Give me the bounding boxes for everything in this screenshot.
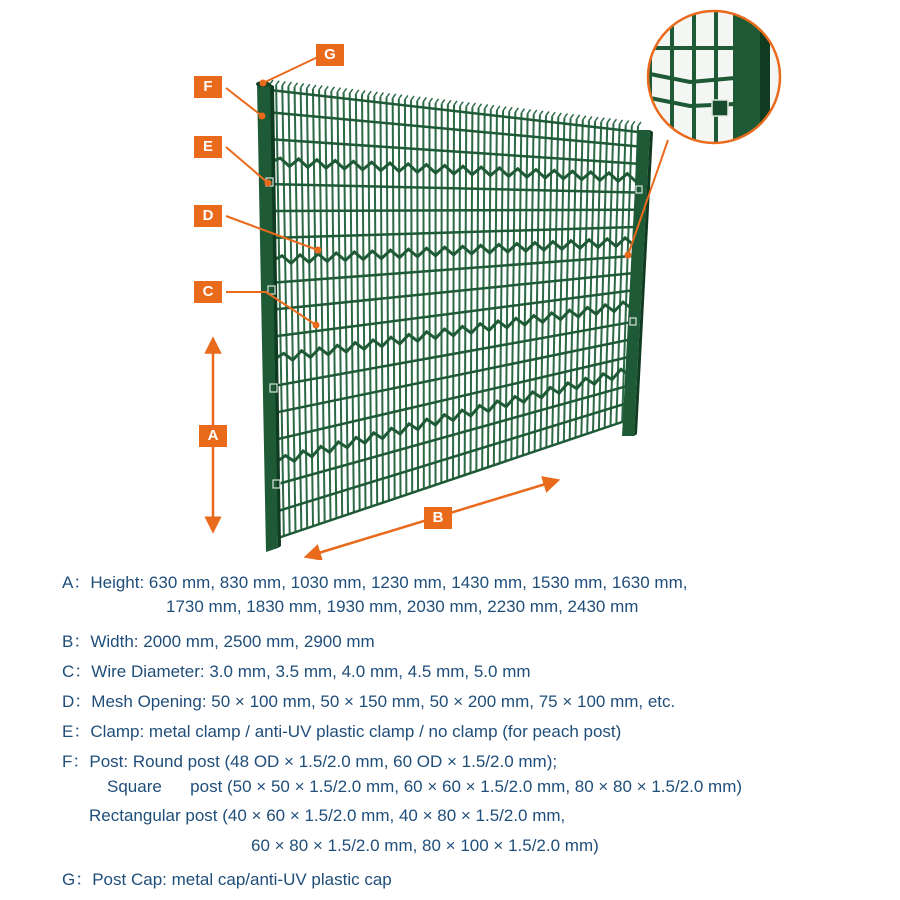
wire-spike xyxy=(399,95,402,99)
wire-spike xyxy=(436,99,439,103)
wire-spike xyxy=(564,114,567,118)
wire-spike xyxy=(626,121,629,125)
wire-spike xyxy=(620,120,623,124)
wire-spike xyxy=(577,115,580,119)
wire-spike xyxy=(558,113,561,117)
wire-spike xyxy=(528,109,531,113)
wire-spike xyxy=(344,88,347,92)
wire-spike xyxy=(282,81,285,85)
wire-spike xyxy=(374,92,377,96)
wire-spike xyxy=(288,82,291,86)
wire-spike xyxy=(295,83,298,87)
wire-spike xyxy=(387,93,390,97)
horizontal-wire xyxy=(272,210,635,211)
wire-spike xyxy=(466,102,469,106)
spec-mesh-opening: D：Mesh Opening: 50 × 100 mm, 50 × 150 mm, 50 × 200 mm, 75 × 100 mm, etc. xyxy=(62,692,676,711)
label-c: C xyxy=(194,281,222,303)
wire-spike xyxy=(356,90,359,94)
zoom-detail xyxy=(640,0,790,150)
spec-height-1: A：Height: 630 mm, 830 mm, 1030 mm, 1230 mm, 1430 mm, 1530 mm, 1630 mm, xyxy=(62,573,688,592)
wire-spike xyxy=(362,91,365,95)
wire-spike xyxy=(491,105,494,109)
spec-width: B：Width: 2000 mm, 2500 mm, 2900 mm xyxy=(62,632,375,651)
wire-spike xyxy=(350,89,353,93)
wire-spike xyxy=(472,103,475,107)
wire-spike xyxy=(331,87,334,91)
label-d: D xyxy=(194,205,222,227)
spec-post-1: F：Post: Round post (48 OD × 1.5/2.0 mm, 60 OD × 1.5/2.0 mm); xyxy=(62,752,558,771)
wire-spike xyxy=(552,112,555,116)
wire-spike xyxy=(503,107,506,111)
spec-post-3: Rectangular post (40 × 60 × 1.5/2.0 mm, 40 × 80 × 1.5/2.0 mm, xyxy=(89,806,566,825)
wire-spike xyxy=(270,80,273,84)
wire-spike xyxy=(429,98,432,102)
label-e: E xyxy=(194,136,222,158)
wire-spike xyxy=(423,98,426,102)
wire-spike xyxy=(337,88,340,92)
spec-post-2: Square post (50 × 50 × 1.5/2.0 mm, 60 × 60 × 1.5/2.0 mm, 80 × 80 × 1.5/2.0 mm) xyxy=(107,777,743,796)
fence-panel xyxy=(264,80,644,538)
wire-spike xyxy=(454,101,457,105)
wire-spike xyxy=(393,94,396,98)
wire-spike xyxy=(497,106,500,110)
wire-spike xyxy=(595,117,598,121)
wire-spike xyxy=(319,86,322,90)
label-b: B xyxy=(424,507,452,529)
wire-spike xyxy=(607,119,610,123)
wire-spike xyxy=(583,116,586,120)
label-f: F xyxy=(194,76,222,98)
wire-spike xyxy=(601,118,604,122)
wire-spike xyxy=(632,121,635,125)
wire-spike xyxy=(405,95,408,99)
wire-spike xyxy=(448,100,451,104)
wire-spike xyxy=(460,102,463,106)
wire-spike xyxy=(515,108,518,112)
wire-spike xyxy=(276,81,279,85)
wire-spike xyxy=(380,93,383,97)
spec-height-2: 1730 mm, 1830 mm, 1930 mm, 2030 mm, 2230 mm, 2430 mm xyxy=(166,597,639,616)
wire-spike xyxy=(307,84,310,88)
wire-spike xyxy=(638,122,641,126)
wire-spike xyxy=(301,84,304,88)
label-a: A xyxy=(199,425,227,447)
wire-spike xyxy=(313,85,316,89)
wire-spike xyxy=(540,111,543,115)
wire-spike xyxy=(442,100,445,104)
wire-spike xyxy=(613,119,616,123)
wire-spike xyxy=(534,110,537,114)
wire-spike xyxy=(589,116,592,120)
spec-clamp: E：Clamp: metal clamp / anti-UV plastic clamp / no clamp (for peach post) xyxy=(62,722,622,741)
wire-spike xyxy=(509,107,512,111)
spec-wire-diameter: C：Wire Diameter: 3.0 mm, 3.5 mm, 4.0 mm, 4.5 mm, 5.0 mm xyxy=(62,662,531,681)
wire-spike xyxy=(417,97,420,101)
wire-spike xyxy=(571,114,574,118)
wire-spike xyxy=(546,112,549,116)
spec-post-cap: G：Post Cap: metal cap/anti-UV plastic cap xyxy=(62,870,392,889)
spec-post-4: 60 × 80 × 1.5/2.0 mm, 80 × 100 × 1.5/2.0 mm) xyxy=(251,836,599,855)
wire-spike xyxy=(521,109,524,113)
wire-spike xyxy=(411,96,414,100)
wire-spike xyxy=(368,91,371,95)
label-g: G xyxy=(316,44,344,66)
wire-spike xyxy=(325,86,328,90)
wire-spike xyxy=(485,105,488,109)
wire-spike xyxy=(479,104,482,108)
